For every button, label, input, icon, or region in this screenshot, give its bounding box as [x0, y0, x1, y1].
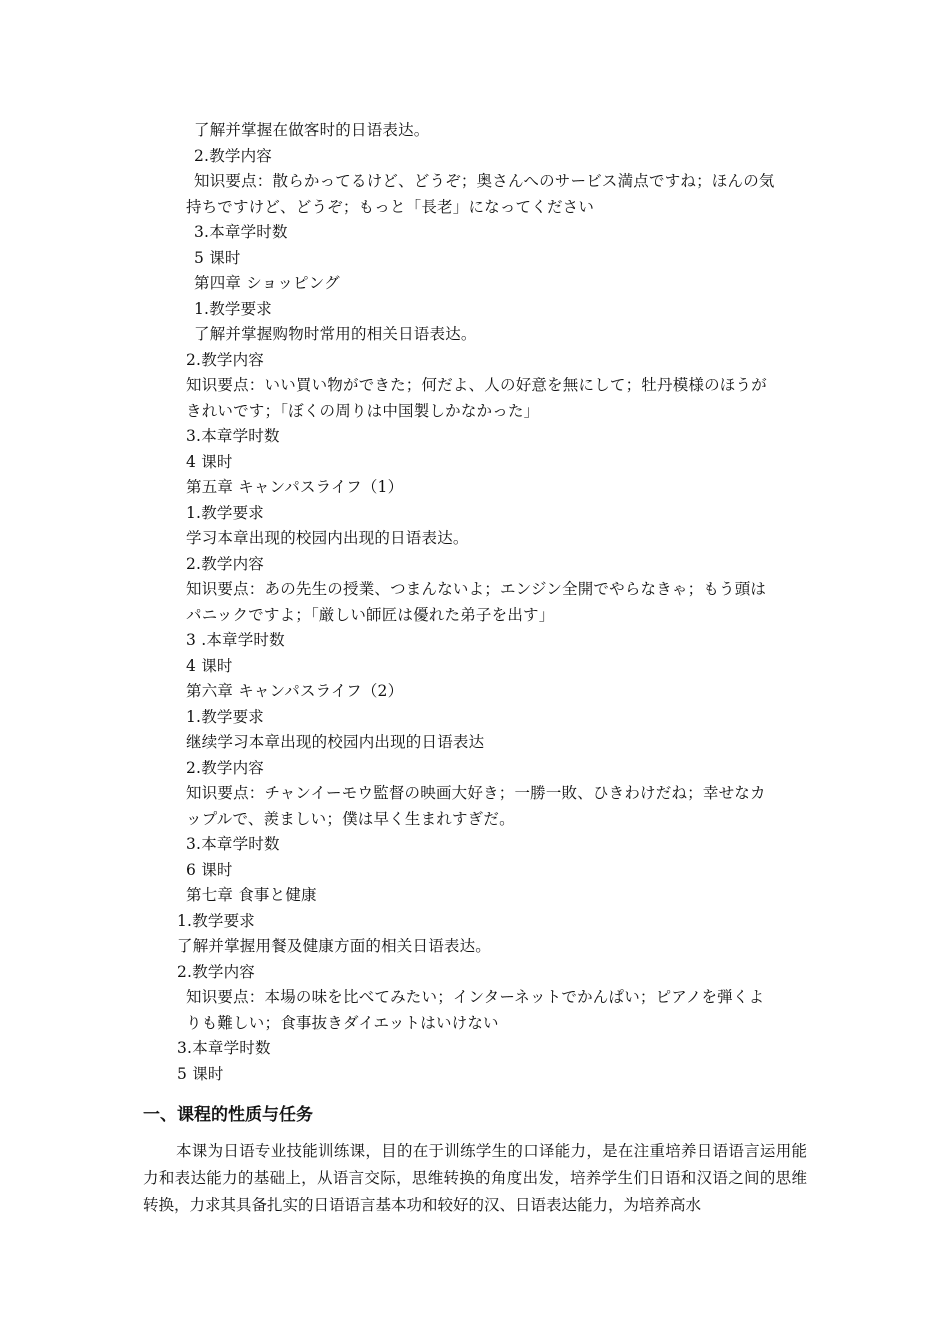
- ch5-content-line-2: パニックですよ；「厳しい師匠は優れた弟子を出す」: [186, 606, 555, 624]
- ch3-hours-heading: 3.本章学时数: [194, 223, 288, 241]
- ch6-title: 第六章 キャンパスライフ（2）: [186, 682, 404, 700]
- ch7-title: 第七章 食事と健康: [186, 886, 317, 904]
- ch4-content-line-1: 知识要点：いい買い物ができた；何だよ、人の好意を無にして；牡丹模様のほうが: [186, 376, 767, 394]
- ch6-requirement-heading: 1.教学要求: [186, 708, 264, 726]
- ch5-content-line-1: 知识要点：あの先生の授業、つまんないよ；エンジン全開でやらなきゃ；もう頭は: [186, 580, 767, 598]
- ch3-content-line-1: 知识要点：散らかってるけど、どうぞ；奥さんへのサービス満点ですね；ほんの気: [194, 172, 775, 190]
- ch6-content-line-2: ップルで、羨ましい；僕は早く生まれすぎだ。: [186, 810, 515, 828]
- ch6-hours: 6 课时: [186, 861, 233, 879]
- ch5-title: 第五章 キャンパスライフ（1）: [186, 478, 404, 496]
- ch7-content-line-1: 知识要点：本場の味を比べてみたい；インターネットでかんぱい；ピアノを弾くよ: [186, 988, 765, 1006]
- ch7-content-line-2: りも難しい；食事抜きダイエットはいけない: [186, 1014, 499, 1032]
- section-paragraph: 本课为日语专业技能训练课，目的在于训练学生的口译能力，是在注重培养日语语言运用能力和表达能力的基础上，从语言交际，思维转换的角度出发，培养学生们日语和汉语之间的思维转换，力求其具备扎实的日语语言基本功和较好的汉、日语表达能力，为培养高水: [143, 1142, 807, 1214]
- ch4-requirement-heading: 1.教学要求: [194, 300, 272, 318]
- ch6-hours-heading: 3.本章学时数: [186, 835, 280, 853]
- ch7-requirement-heading: 1.教学要求: [177, 912, 255, 930]
- ch4-title: 第四章 ショッピング: [194, 274, 340, 292]
- ch5-requirement-heading: 1.教学要求: [186, 504, 264, 522]
- ch7-hours-heading: 3.本章学时数: [177, 1039, 271, 1057]
- ch6-requirement-text: 继续学习本章出现的校园内出现的日语表达: [186, 733, 485, 751]
- ch3-requirement-text: 了解并掌握在做客时的日语表达。: [194, 121, 430, 139]
- ch7-hours: 5 课时: [177, 1065, 224, 1083]
- section-heading: 一、课程的性质与任务: [143, 1105, 313, 1125]
- ch3-content-line-2: 持ちですけど、どうぞ；もっと「長老」になってください: [186, 198, 595, 216]
- ch5-hours: 4 课时: [186, 657, 233, 675]
- ch4-content-heading: 2.教学内容: [186, 351, 264, 369]
- ch5-requirement-text: 学习本章出现的校园内出现的日语表达。: [186, 529, 469, 547]
- ch4-hours-heading: 3.本章学时数: [186, 427, 280, 445]
- ch7-requirement-text: 了解并掌握用餐及健康方面的相关日语表达。: [177, 937, 492, 955]
- ch5-content-heading: 2.教学内容: [186, 555, 264, 573]
- ch4-hours: 4 课时: [186, 453, 233, 471]
- ch6-content-heading: 2.教学内容: [186, 759, 264, 777]
- ch7-content-heading: 2.教学内容: [177, 963, 255, 981]
- ch4-requirement-text: 了解并掌握购物时常用的相关日语表达。: [194, 325, 477, 343]
- ch5-hours-heading: 3 .本章学时数: [186, 631, 285, 649]
- ch3-content-heading: 2.教学内容: [194, 147, 272, 165]
- ch4-content-line-2: きれいです；「ぼくの周りは中国製しかなかった」: [186, 402, 540, 420]
- ch3-hours: 5 课时: [194, 249, 241, 267]
- ch6-content-line-1: 知识要点：チャンイーモウ監督の映画大好き；一勝一敗、ひきわけだね；幸せなカ: [186, 784, 766, 802]
